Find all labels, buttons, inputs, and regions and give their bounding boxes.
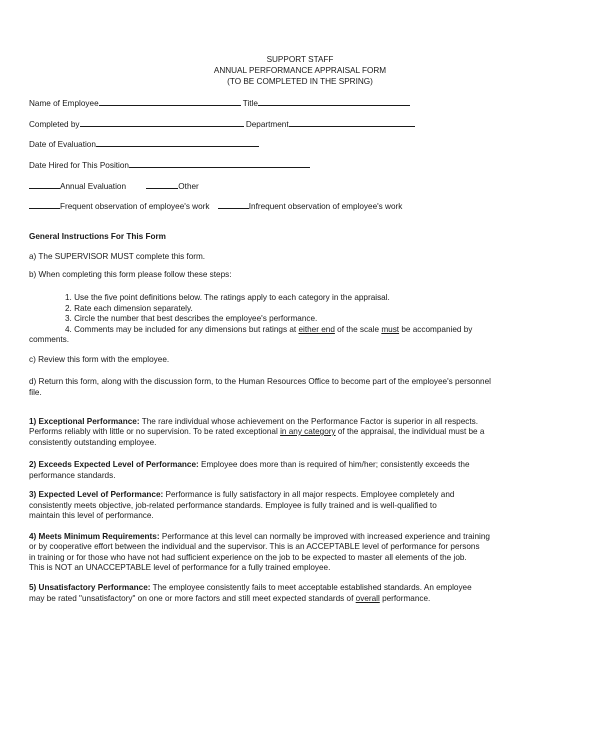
instruction-d-line2: file. bbox=[29, 388, 42, 397]
completed-by-label: Completed by bbox=[29, 120, 80, 129]
rating-2-label: 2) Exceeds Expected Level of Performance: bbox=[29, 460, 199, 469]
instruction-c: c) Review this form with the employee. bbox=[29, 355, 170, 364]
step-4-continued: comments. bbox=[29, 335, 70, 344]
rating-1-text-b: Performs reliably with little or no supervision. To be rated exceptional bbox=[29, 427, 281, 436]
frequent-observation-label: Frequent observation of employee's work bbox=[60, 202, 210, 211]
title-field[interactable] bbox=[258, 97, 410, 106]
rating-2-text-a: Employee does more than is required of him/her; consistently exceeds the bbox=[198, 460, 470, 469]
rating-4-line1 bbox=[29, 532, 490, 542]
form-header-line3: (TO BE COMPLETED IN THE SPRING) bbox=[227, 77, 373, 86]
department-field[interactable] bbox=[289, 118, 415, 127]
rating-5-overall: overall bbox=[355, 594, 380, 603]
annual-evaluation-checkbox[interactable] bbox=[29, 180, 60, 189]
step-4-text-b: of the scale bbox=[334, 325, 382, 334]
date-hired-field[interactable] bbox=[129, 159, 310, 168]
annual-evaluation-label: Annual Evaluation bbox=[60, 182, 127, 191]
rating-3-line2: consistently meets objective, job-related performance standards. Employee is fully trained and is well-qualified to bbox=[29, 501, 437, 510]
rating-5-line1 bbox=[29, 583, 472, 593]
step-1: 1. Use the five point definitions below. The ratings apply to each category in the appraisal. bbox=[65, 293, 390, 302]
rating-5-text-a: The employee consistently fails to meet acceptable established standards. An employee bbox=[150, 583, 472, 592]
employee-name-field[interactable] bbox=[99, 97, 241, 106]
title-label: Title bbox=[242, 99, 258, 108]
rating-1-in-any-category: in any category bbox=[280, 427, 336, 436]
infrequent-observation-label: Infrequent observation of employee's work bbox=[248, 202, 403, 211]
frequent-observation-checkbox[interactable] bbox=[29, 200, 60, 209]
instruction-b: b) When completing this form please follow these steps: bbox=[29, 270, 232, 279]
rating-4-line3: in training or for those who have not had sufficient experience on the job to be expected to master all elements of the job. bbox=[29, 553, 467, 562]
department-label: Department bbox=[245, 120, 289, 129]
evaluation-type-row bbox=[29, 180, 199, 192]
other-checkbox[interactable] bbox=[146, 180, 178, 189]
rating-3-line3: maintain this level of performance. bbox=[29, 511, 154, 520]
rating-4-label: 4) Meets Minimum Requirements: bbox=[29, 532, 160, 541]
rating-3-line1 bbox=[29, 490, 454, 500]
evaluation-date-field[interactable] bbox=[96, 138, 259, 147]
rating-5-text-c: performance. bbox=[379, 594, 431, 603]
observation-row bbox=[29, 200, 402, 212]
rating-3-text-a: Performance is fully satisfactory in all major respects. Employee completely and bbox=[163, 490, 455, 499]
infrequent-observation-checkbox[interactable] bbox=[218, 200, 249, 209]
rating-1-line2 bbox=[29, 427, 484, 437]
step-2: 2. Rate each dimension separately. bbox=[65, 304, 193, 313]
evaluation-date-row bbox=[29, 138, 259, 150]
other-label: Other bbox=[178, 182, 199, 191]
rating-1-line1 bbox=[29, 417, 478, 427]
form-header-line1: SUPPORT STAFF bbox=[266, 55, 334, 64]
instructions-heading: General Instructions For This Form bbox=[29, 232, 166, 241]
form-header-line2: ANNUAL PERFORMANCE APPRAISAL FORM bbox=[213, 66, 387, 75]
step-4-either-end: either end bbox=[298, 325, 335, 334]
rating-2-line2: performance standards. bbox=[29, 471, 116, 480]
step-4-must: must bbox=[381, 325, 400, 334]
instruction-d-line1: d) Return this form, along with the discussion form, to the Human Resources Office to become part of the employee's personnel bbox=[29, 377, 491, 386]
evaluation-date-label: Date of Evaluation bbox=[29, 140, 96, 149]
rating-1-line3: consistently outstanding employee. bbox=[29, 438, 157, 447]
rating-5-text-b: may be rated "unsatisfactory" on one or more factors and still meet expected standards of bbox=[29, 594, 356, 603]
completed-by-row bbox=[29, 118, 415, 130]
rating-1-text-c: of the appraisal, the individual must be a bbox=[335, 427, 485, 436]
rating-5-line2 bbox=[29, 594, 430, 604]
rating-5-label: 5) Unsatisfactory Performance: bbox=[29, 583, 151, 592]
rating-1-label: 1) Exceptional Performance: bbox=[29, 417, 140, 426]
instruction-a: a) The SUPERVISOR MUST complete this form. bbox=[29, 252, 206, 261]
rating-2-line1 bbox=[29, 460, 470, 470]
rating-1-text-a: The rare individual whose achievement on the Performance Factor is superior in all respects. bbox=[139, 417, 479, 426]
step-3: 3. Circle the number that best describes the employee's performance. bbox=[65, 314, 318, 323]
date-hired-label: Date Hired for This Position bbox=[29, 161, 129, 170]
rating-4-line2: or by cooperative effort between the individual and the supervisor. This is an ACCEPTABLE level of performance for persons bbox=[29, 542, 480, 551]
step-4-text-c: be accompanied by bbox=[399, 325, 473, 334]
rating-4-text-a: Performance at this level can normally be improved with increased experience and training bbox=[159, 532, 490, 541]
rating-4-line4: This is NOT an UNACCEPTABLE level of performance for a fully trained employee. bbox=[29, 563, 331, 572]
step-4 bbox=[65, 325, 472, 335]
date-hired-row bbox=[29, 159, 310, 171]
completed-by-field[interactable] bbox=[80, 118, 244, 127]
step-4-text-a: 4. Comments may be included for any dimensions but ratings at bbox=[65, 325, 299, 334]
employee-name-label: Name of Employee bbox=[29, 99, 99, 108]
employee-name-row bbox=[29, 97, 410, 109]
rating-3-label: 3) Expected Level of Performance: bbox=[29, 490, 164, 499]
